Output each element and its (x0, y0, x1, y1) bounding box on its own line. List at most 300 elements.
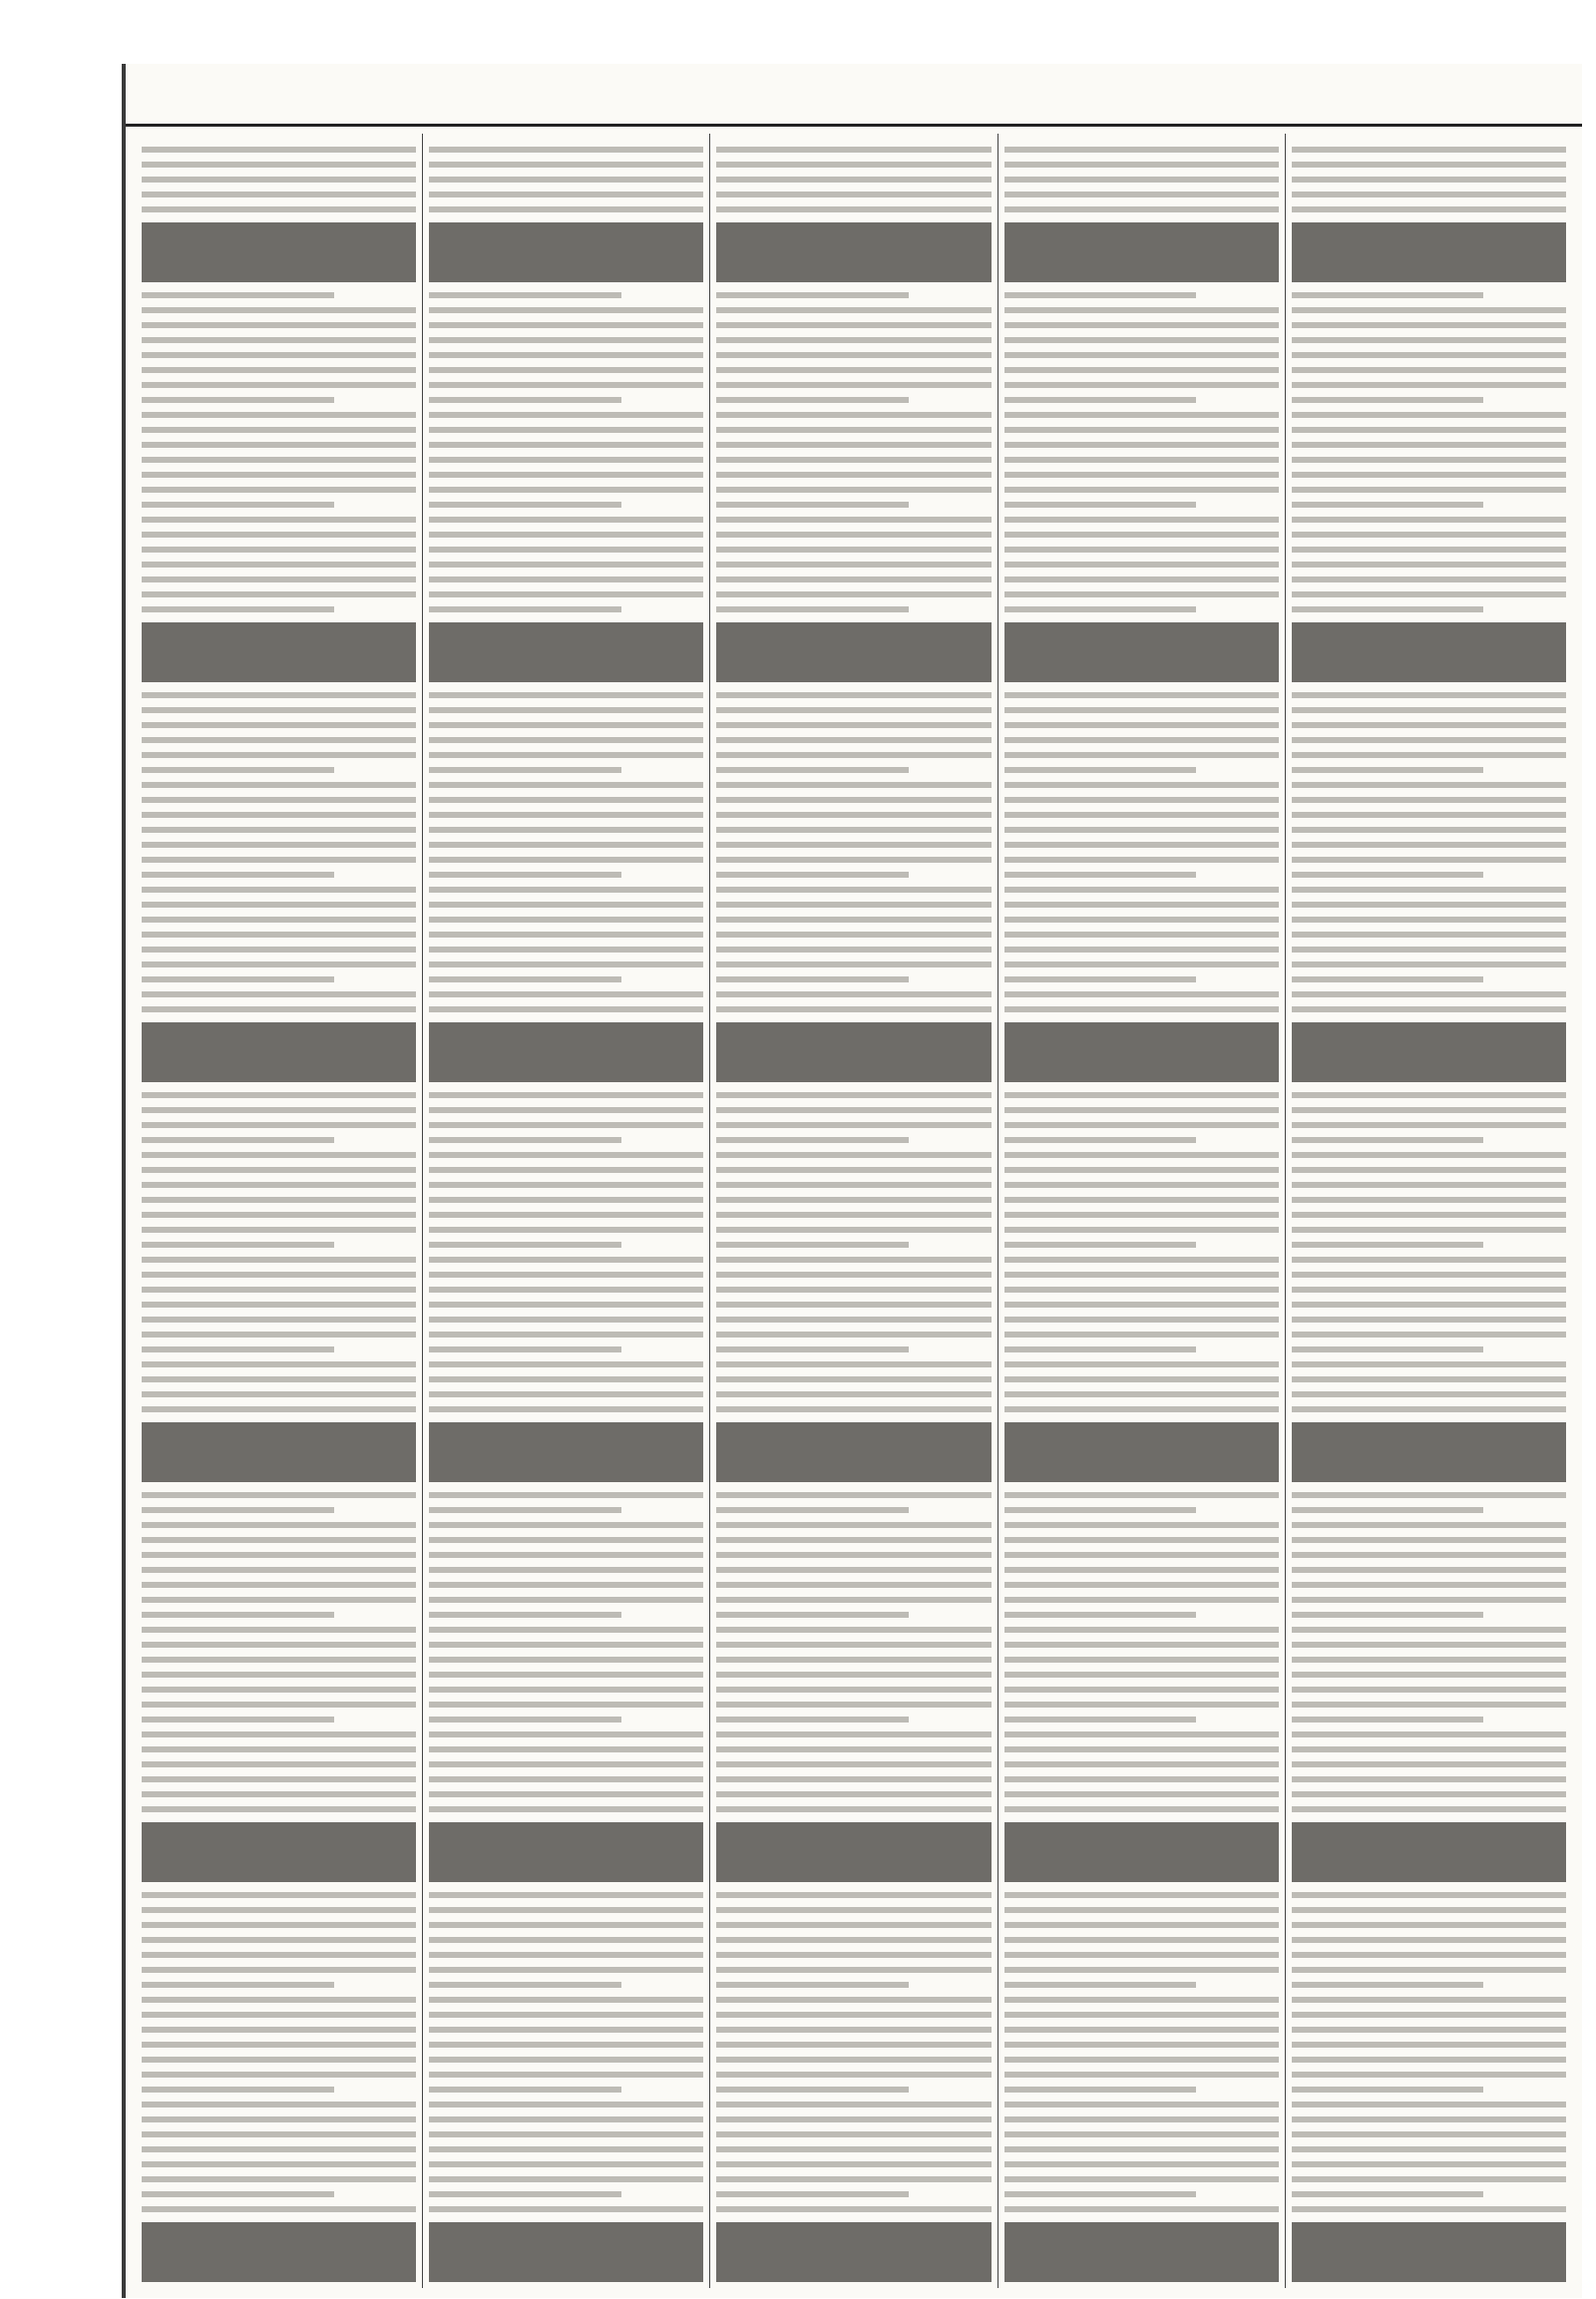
text-line-placeholder (716, 1997, 991, 2003)
text-line-placeholder (716, 307, 991, 313)
text-line-placeholder (429, 2087, 621, 2093)
headline-placeholder (716, 1022, 991, 1082)
column-1 (136, 134, 423, 2288)
text-line-placeholder (142, 737, 416, 743)
text-line-placeholder (1292, 752, 1566, 758)
text-line-placeholder (716, 1092, 991, 1098)
text-line-placeholder (716, 752, 991, 758)
text-line-placeholder (142, 1137, 334, 1143)
text-line-placeholder (429, 1642, 703, 1648)
text-line-placeholder (429, 322, 703, 328)
text-line-placeholder (1004, 2176, 1279, 2182)
text-line-placeholder (1292, 1582, 1566, 1588)
text-line-placeholder (429, 1776, 703, 1782)
text-line-placeholder (716, 1552, 991, 1558)
text-line-placeholder (1292, 1006, 1566, 1012)
text-line-placeholder (142, 2072, 416, 2078)
text-line-placeholder (1004, 517, 1279, 523)
text-line-placeholder (1292, 1922, 1566, 1928)
text-line-placeholder (1004, 737, 1279, 743)
text-line-placeholder (716, 412, 991, 418)
text-line-placeholder (716, 976, 909, 982)
column-3 (710, 134, 998, 2288)
text-line-placeholder (1004, 147, 1279, 153)
text-line-placeholder (1004, 1492, 1279, 1498)
text-line-placeholder (1292, 2042, 1566, 2048)
headline-placeholder (1004, 1422, 1279, 1482)
text-line-placeholder (142, 206, 416, 212)
text-line-placeholder (716, 1152, 991, 1158)
text-line-placeholder (716, 1627, 991, 1633)
text-line-placeholder (429, 352, 703, 358)
text-line-placeholder (716, 1922, 991, 1928)
headline-placeholder (1004, 222, 1279, 282)
text-line-placeholder (1292, 1717, 1484, 1723)
text-line-placeholder (716, 1907, 991, 1913)
text-line-placeholder (716, 1376, 991, 1382)
headline-placeholder (716, 2222, 991, 2282)
text-line-placeholder (716, 1567, 991, 1573)
text-line-placeholder (716, 1952, 991, 1958)
text-line-placeholder (429, 532, 703, 538)
text-line-placeholder (142, 2161, 416, 2167)
text-line-placeholder (1004, 2042, 1279, 2048)
text-line-placeholder (1292, 1092, 1566, 1098)
text-line-placeholder (1292, 412, 1566, 418)
text-line-placeholder (142, 1731, 416, 1737)
text-line-placeholder (429, 947, 703, 953)
text-line-placeholder (1292, 517, 1566, 523)
text-line-placeholder (716, 827, 991, 833)
text-line-placeholder (142, 1627, 416, 1633)
text-line-placeholder (429, 1406, 703, 1412)
text-line-placeholder (142, 487, 416, 493)
text-line-placeholder (429, 872, 621, 878)
text-line-placeholder (716, 1197, 991, 1203)
text-line-placeholder (429, 1582, 703, 1588)
text-line-placeholder (142, 2027, 416, 2033)
headline-placeholder (142, 622, 416, 682)
text-line-placeholder (716, 2116, 991, 2122)
text-line-placeholder (1004, 322, 1279, 328)
text-line-placeholder (142, 397, 334, 403)
text-line-placeholder (716, 1687, 991, 1693)
text-line-placeholder (1004, 1537, 1279, 1543)
text-line-placeholder (716, 532, 991, 538)
headline-placeholder (716, 1822, 991, 1882)
text-line-placeholder (716, 1717, 909, 1723)
text-line-placeholder (716, 1257, 991, 1263)
text-line-placeholder (1004, 1302, 1279, 1308)
text-line-placeholder (1292, 442, 1566, 448)
text-line-placeholder (1292, 1361, 1566, 1367)
text-line-placeholder (429, 857, 703, 863)
text-line-placeholder (1004, 767, 1197, 773)
text-line-placeholder (1292, 1287, 1566, 1293)
text-line-placeholder (1292, 767, 1484, 773)
text-line-placeholder (142, 1672, 416, 1678)
text-line-placeholder (1292, 1806, 1566, 1812)
text-line-placeholder (429, 1092, 703, 1098)
text-line-placeholder (1004, 1937, 1279, 1943)
text-line-placeholder (142, 1152, 416, 1158)
text-line-placeholder (1292, 932, 1566, 938)
text-line-placeholder (716, 1122, 991, 1128)
text-line-placeholder (142, 1791, 416, 1797)
text-line-placeholder (1292, 707, 1566, 713)
text-line-placeholder (1292, 1612, 1484, 1618)
text-line-placeholder (142, 457, 416, 463)
text-line-placeholder (429, 591, 703, 597)
text-line-placeholder (716, 1317, 991, 1323)
text-line-placeholder (429, 397, 621, 403)
text-line-placeholder (1292, 1702, 1566, 1708)
text-line-placeholder (429, 1346, 621, 1352)
text-line-placeholder (142, 722, 416, 728)
text-line-placeholder (1004, 1406, 1279, 1412)
text-line-placeholder (142, 1582, 416, 1588)
text-line-placeholder (142, 1212, 416, 1218)
text-line-placeholder (1292, 2191, 1484, 2197)
headline-placeholder (142, 222, 416, 282)
headline-placeholder (1004, 1822, 1279, 1882)
text-line-placeholder (429, 1391, 703, 1397)
text-line-placeholder (1004, 2072, 1279, 2078)
text-line-placeholder (142, 1122, 416, 1128)
text-line-placeholder (429, 1907, 703, 1913)
text-line-placeholder (142, 2131, 416, 2137)
headline-placeholder (429, 2222, 703, 2282)
text-line-placeholder (716, 2131, 991, 2137)
text-line-placeholder (1292, 397, 1484, 403)
text-line-placeholder (142, 412, 416, 418)
text-line-placeholder (1292, 192, 1566, 197)
text-line-placeholder (716, 1892, 991, 1898)
column-2 (423, 134, 710, 2288)
text-line-placeholder (142, 2176, 416, 2182)
text-line-placeholder (429, 162, 703, 168)
text-line-placeholder (1004, 2027, 1279, 2033)
text-line-placeholder (142, 2042, 416, 2048)
text-line-placeholder (1292, 1212, 1566, 1218)
text-line-placeholder (142, 1167, 416, 1173)
text-line-placeholder (1004, 352, 1279, 358)
text-line-placeholder (142, 752, 416, 758)
text-line-placeholder (1004, 1522, 1279, 1528)
text-line-placeholder (429, 797, 703, 803)
text-line-placeholder (1004, 2131, 1279, 2137)
text-line-placeholder (716, 707, 991, 713)
text-line-placeholder (1004, 782, 1279, 788)
text-line-placeholder (1292, 147, 1566, 153)
text-line-placeholder (429, 737, 703, 743)
text-line-placeholder (716, 812, 991, 818)
text-line-placeholder (1004, 692, 1279, 698)
text-line-placeholder (1292, 1687, 1566, 1693)
text-line-placeholder (429, 1287, 703, 1293)
headline-placeholder (716, 622, 991, 682)
text-line-placeholder (1004, 292, 1197, 298)
text-line-placeholder (1292, 562, 1566, 568)
text-line-placeholder (429, 1612, 621, 1618)
text-line-placeholder (1292, 1537, 1566, 1543)
text-line-placeholder (1004, 177, 1279, 183)
text-line-placeholder (1292, 1272, 1566, 1278)
text-line-placeholder (429, 1361, 703, 1367)
text-line-placeholder (142, 1657, 416, 1663)
text-line-placeholder (429, 1227, 703, 1233)
text-line-placeholder (142, 692, 416, 698)
text-line-placeholder (716, 606, 909, 612)
text-line-placeholder (1292, 1642, 1566, 1648)
text-line-placeholder (716, 1507, 909, 1513)
text-line-placeholder (142, 2116, 416, 2122)
text-line-placeholder (1292, 1182, 1566, 1188)
text-line-placeholder (1292, 782, 1566, 788)
text-line-placeholder (1292, 1522, 1566, 1528)
text-line-placeholder (1004, 532, 1279, 538)
text-line-placeholder (1004, 917, 1279, 923)
text-line-placeholder (716, 1612, 909, 1618)
text-line-placeholder (1004, 1776, 1279, 1782)
text-line-placeholder (1292, 427, 1566, 433)
text-line-placeholder (716, 737, 991, 743)
text-line-placeholder (716, 1167, 991, 1173)
text-line-placeholder (1004, 192, 1279, 197)
headline-placeholder (142, 2222, 416, 2282)
text-line-placeholder (716, 442, 991, 448)
text-line-placeholder (1004, 1272, 1279, 1278)
text-line-placeholder (429, 1746, 703, 1752)
text-line-placeholder (142, 1552, 416, 1558)
text-line-placeholder (1004, 1612, 1197, 1618)
text-line-placeholder (716, 382, 991, 388)
text-line-placeholder (429, 1122, 703, 1128)
text-line-placeholder (429, 1332, 703, 1338)
text-line-placeholder (1004, 307, 1279, 313)
text-line-placeholder (1292, 206, 1566, 212)
text-line-placeholder (716, 2087, 909, 2093)
text-line-placeholder (1004, 487, 1279, 493)
text-line-placeholder (1004, 2206, 1279, 2212)
text-line-placeholder (142, 1642, 416, 1648)
text-line-placeholder (716, 932, 991, 938)
text-line-placeholder (429, 707, 703, 713)
text-line-placeholder (1004, 722, 1279, 728)
text-line-placeholder (1292, 917, 1566, 923)
text-line-placeholder (142, 1937, 416, 1943)
text-line-placeholder (1292, 827, 1566, 833)
text-line-placeholder (1292, 457, 1566, 463)
text-line-placeholder (142, 1507, 334, 1513)
text-line-placeholder (1004, 1672, 1279, 1678)
text-line-placeholder (1292, 2072, 1566, 2078)
text-line-placeholder (1292, 1227, 1566, 1233)
text-line-placeholder (142, 367, 416, 373)
text-line-placeholder (1004, 1137, 1197, 1143)
text-line-placeholder (142, 192, 416, 197)
text-line-placeholder (716, 1182, 991, 1188)
text-line-placeholder (429, 1257, 703, 1263)
text-line-placeholder (1004, 797, 1279, 803)
text-line-placeholder (1292, 2116, 1566, 2122)
text-line-placeholder (142, 1197, 416, 1203)
text-line-placeholder (429, 2146, 703, 2152)
text-line-placeholder (142, 1092, 416, 1098)
text-line-placeholder (1292, 961, 1566, 967)
text-line-placeholder (1292, 2161, 1566, 2167)
text-line-placeholder (716, 2057, 991, 2063)
text-line-placeholder (1004, 162, 1279, 168)
text-line-placeholder (1004, 606, 1197, 612)
text-line-placeholder (142, 902, 416, 908)
headline-placeholder (1004, 2222, 1279, 2282)
text-line-placeholder (142, 591, 416, 597)
text-line-placeholder (429, 1522, 703, 1528)
text-line-placeholder (429, 1937, 703, 1943)
text-line-placeholder (1004, 1552, 1279, 1558)
text-line-placeholder (1004, 1791, 1279, 1797)
text-line-placeholder (716, 887, 991, 893)
text-line-placeholder (716, 1272, 991, 1278)
text-line-placeholder (716, 1967, 991, 1973)
text-line-placeholder (1004, 752, 1279, 758)
text-line-placeholder (1004, 1582, 1279, 1588)
text-line-placeholder (142, 292, 334, 298)
text-line-placeholder (142, 442, 416, 448)
text-line-placeholder (429, 961, 703, 967)
text-line-placeholder (429, 2131, 703, 2137)
text-line-placeholder (429, 442, 703, 448)
text-line-placeholder (142, 547, 416, 553)
text-line-placeholder (1004, 1092, 1279, 1098)
text-line-placeholder (429, 887, 703, 893)
column-4 (998, 134, 1286, 2288)
text-line-placeholder (1292, 1746, 1566, 1752)
text-line-placeholder (1292, 1597, 1566, 1603)
text-line-placeholder (1004, 2146, 1279, 2152)
text-line-placeholder (1004, 1287, 1279, 1293)
text-line-placeholder (142, 1272, 416, 1278)
text-line-placeholder (142, 1242, 334, 1248)
text-line-placeholder (1004, 2087, 1197, 2093)
text-line-placeholder (142, 2012, 416, 2018)
text-line-placeholder (716, 397, 909, 403)
text-line-placeholder (716, 2102, 991, 2107)
text-line-placeholder (1292, 322, 1566, 328)
text-line-placeholder (1004, 1346, 1197, 1352)
text-line-placeholder (716, 917, 991, 923)
text-line-placeholder (1004, 887, 1279, 893)
text-line-placeholder (716, 2176, 991, 2182)
text-line-placeholder (429, 576, 703, 582)
text-line-placeholder (716, 1702, 991, 1708)
text-line-placeholder (716, 1332, 991, 1338)
headline-placeholder (429, 222, 703, 282)
text-line-placeholder (1004, 1197, 1279, 1203)
text-line-placeholder (429, 1006, 703, 1012)
text-line-placeholder (1292, 1197, 1566, 1203)
text-line-placeholder (1292, 887, 1566, 893)
text-line-placeholder (429, 1597, 703, 1603)
text-line-placeholder (142, 1952, 416, 1958)
text-line-placeholder (142, 1597, 416, 1603)
text-line-placeholder (716, 1761, 991, 1767)
text-line-placeholder (1004, 707, 1279, 713)
text-line-placeholder (1292, 2057, 1566, 2063)
text-line-placeholder (1292, 1982, 1484, 1988)
text-line-placeholder (1292, 2012, 1566, 2018)
text-line-placeholder (716, 1806, 991, 1812)
text-line-placeholder (429, 1922, 703, 1928)
text-line-placeholder (142, 162, 416, 168)
text-line-placeholder (142, 322, 416, 328)
text-line-placeholder (1004, 1006, 1279, 1012)
text-line-placeholder (429, 976, 621, 982)
text-line-placeholder (716, 591, 991, 597)
text-line-placeholder (142, 812, 416, 818)
text-line-placeholder (716, 2027, 991, 2033)
text-line-placeholder (142, 1567, 416, 1573)
text-line-placeholder (142, 2206, 416, 2212)
text-line-placeholder (142, 1746, 416, 1752)
text-line-placeholder (429, 1657, 703, 1663)
text-line-placeholder (716, 337, 991, 343)
text-line-placeholder (142, 2191, 334, 2197)
text-line-placeholder (716, 1492, 991, 1498)
text-line-placeholder (1004, 591, 1279, 597)
text-line-placeholder (429, 1317, 703, 1323)
text-line-placeholder (142, 782, 416, 788)
text-line-placeholder (1004, 576, 1279, 582)
text-line-placeholder (716, 427, 991, 433)
headline-placeholder (1004, 622, 1279, 682)
text-line-placeholder (142, 872, 334, 878)
text-line-placeholder (1004, 1182, 1279, 1188)
text-line-placeholder (1004, 1657, 1279, 1663)
text-line-placeholder (429, 692, 703, 698)
headline-placeholder (142, 1022, 416, 1082)
text-line-placeholder (1004, 2161, 1279, 2167)
text-line-placeholder (716, 562, 991, 568)
text-line-placeholder (716, 1582, 991, 1588)
text-line-placeholder (716, 1137, 909, 1143)
text-line-placeholder (142, 2087, 334, 2093)
text-line-placeholder (1292, 2087, 1484, 2093)
text-line-placeholder (716, 2146, 991, 2152)
text-line-placeholder (1004, 412, 1279, 418)
text-line-placeholder (716, 2191, 909, 2197)
text-line-placeholder (429, 502, 621, 508)
text-line-placeholder (1004, 427, 1279, 433)
text-line-placeholder (142, 2102, 416, 2107)
text-line-placeholder (1004, 1152, 1279, 1158)
text-line-placeholder (142, 1332, 416, 1338)
text-line-placeholder (1004, 1212, 1279, 1218)
text-line-placeholder (429, 1892, 703, 1898)
text-line-placeholder (1004, 1257, 1279, 1263)
text-line-placeholder (1004, 1687, 1279, 1693)
text-line-placeholder (1004, 932, 1279, 938)
text-line-placeholder (1292, 292, 1484, 298)
text-line-placeholder (1292, 1137, 1484, 1143)
text-line-placeholder (1004, 2102, 1279, 2107)
text-line-placeholder (429, 1107, 703, 1113)
text-line-placeholder (429, 2102, 703, 2107)
text-line-placeholder (1292, 812, 1566, 818)
text-line-placeholder (429, 991, 703, 997)
text-line-placeholder (716, 947, 991, 953)
